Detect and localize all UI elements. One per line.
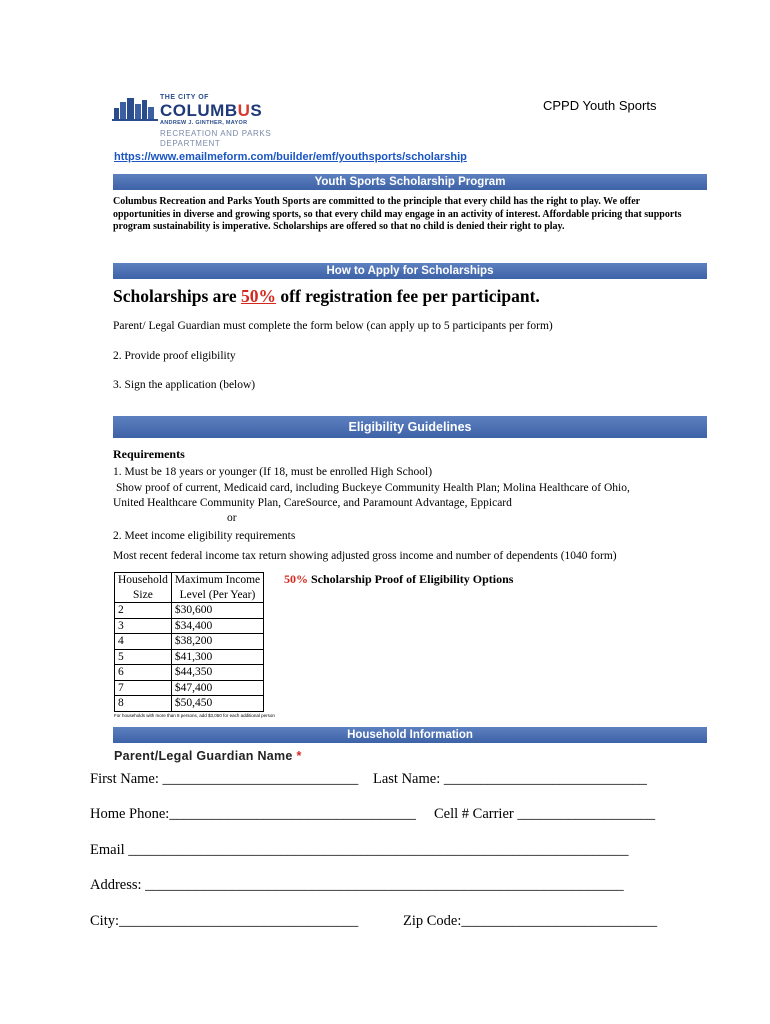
eligibility-title-band: Eligibility Guidelines — [113, 416, 707, 438]
household-size-cell: 7 — [115, 680, 172, 696]
apply-title-band: How to Apply for Scholarships — [113, 263, 707, 279]
table-row — [115, 665, 264, 681]
household-size-header: Household Size — [115, 573, 172, 603]
table-footnote: For households with more than 8 persons, add $3,050 for each additional person — [114, 713, 275, 718]
table-row — [115, 618, 264, 634]
max-income-cell: $34,400 — [171, 618, 263, 634]
household-size-cell: 4 — [115, 634, 172, 650]
household-size-cell: 2 — [115, 603, 172, 619]
requirement-2: 2. Meet income eligibility requirements — [113, 530, 296, 542]
logo-mayor-line: ANDREW J. GINTHER, MAYOR — [160, 120, 248, 126]
proof-of-eligibility-title: 50% Scholarship Proof of Eligibility Options — [284, 572, 514, 586]
requirement-or: or — [227, 512, 237, 524]
requirement-1-detail-a: Show proof of current, Medicaid card, including Buckeye Community Health Plan; Molina Healthcare of Ohio, — [116, 482, 630, 494]
max-income-cell: $44,350 — [171, 665, 263, 681]
address-field[interactable]: Address: __________________________________________________________________ — [90, 877, 624, 893]
table-header-row — [115, 573, 264, 603]
requirement-1-detail-b: United Healthcare Community Plan, CareSource, and Paramount Advantage, Eppicard — [113, 497, 512, 509]
income-level-table — [114, 572, 264, 712]
scholarship-headline: Scholarships are 50% off registration fee per participant. — [113, 286, 540, 306]
max-income-cell: $30,600 — [171, 603, 263, 619]
max-income-cell: $38,200 — [171, 634, 263, 650]
max-income-header: Maximum Income Level (Per Year) — [171, 573, 263, 603]
table-row — [115, 680, 264, 696]
guardian-name-label: Parent/Legal Guardian Name * — [114, 749, 302, 763]
apply-step-1: Parent/ Legal Guardian must complete the form below (can apply up to 5 participants per form) — [113, 320, 553, 332]
columbus-skyline-logo-icon — [112, 96, 158, 122]
max-income-cell: $41,300 — [171, 649, 263, 665]
table-row — [115, 696, 264, 712]
table-row — [115, 649, 264, 665]
table-row — [115, 634, 264, 650]
last-name-field[interactable]: Last Name: ____________________________ — [373, 771, 647, 787]
program-title-band: Youth Sports Scholarship Program — [113, 174, 707, 190]
logo-dept-line1: RECREATION AND PARKS — [160, 129, 272, 138]
logo-city-name: COLUMBUS — [160, 101, 263, 120]
requirement-1: 1. Must be 18 years or younger (If 18, must be enrolled High School) — [113, 466, 433, 478]
requirement-2-detail: Most recent federal income tax return showing adjusted gross income and number of dependents (1040 form) — [113, 550, 617, 562]
city-field[interactable]: City:_________________________________ — [90, 913, 359, 929]
household-size-cell: 8 — [115, 696, 172, 712]
max-income-cell: $47,400 — [171, 680, 263, 696]
zip-code-field[interactable]: Zip Code:___________________________ — [403, 913, 658, 929]
household-size-cell: 6 — [115, 665, 172, 681]
apply-step-3: 3. Sign the application (below) — [113, 379, 256, 391]
household-size-cell: 5 — [115, 649, 172, 665]
home-phone-field[interactable]: Home Phone:__________________________________ — [90, 806, 416, 822]
cell-carrier-field[interactable]: Cell # Carrier ___________________ — [434, 806, 656, 822]
scholarship-url-link[interactable]: https://www.emailmeform.com/builder/emf/youthsports/scholarship — [114, 151, 467, 163]
household-size-cell: 3 — [115, 618, 172, 634]
intro-paragraph: Columbus Recreation and Parks Youth Sports are committed to the principle that every child has the right to play. We offer opportunities in diverse and growing sports, so that every child may engage in an activity of interest. Affordable pricing that supports program sustainability is imperative. Scholarships are offered so that no child is denied their right to play. — [113, 196, 682, 233]
requirements-title: Requirements — [113, 447, 185, 461]
logo-city-line: THE CITY OF — [160, 94, 209, 101]
required-asterisk: * — [296, 749, 302, 763]
logo-dept-line2: DEPARTMENT — [160, 139, 221, 148]
email-field[interactable]: Email _____________________________________________________________________ — [90, 842, 629, 858]
household-title-band: Household Information — [113, 727, 707, 743]
table-row — [115, 603, 264, 619]
first-name-field[interactable]: First Name: ___________________________ — [90, 771, 359, 787]
program-label: CPPD Youth Sports — [543, 98, 657, 113]
apply-step-2: 2. Provide proof eligibility — [113, 350, 236, 362]
max-income-cell: $50,450 — [171, 696, 263, 712]
